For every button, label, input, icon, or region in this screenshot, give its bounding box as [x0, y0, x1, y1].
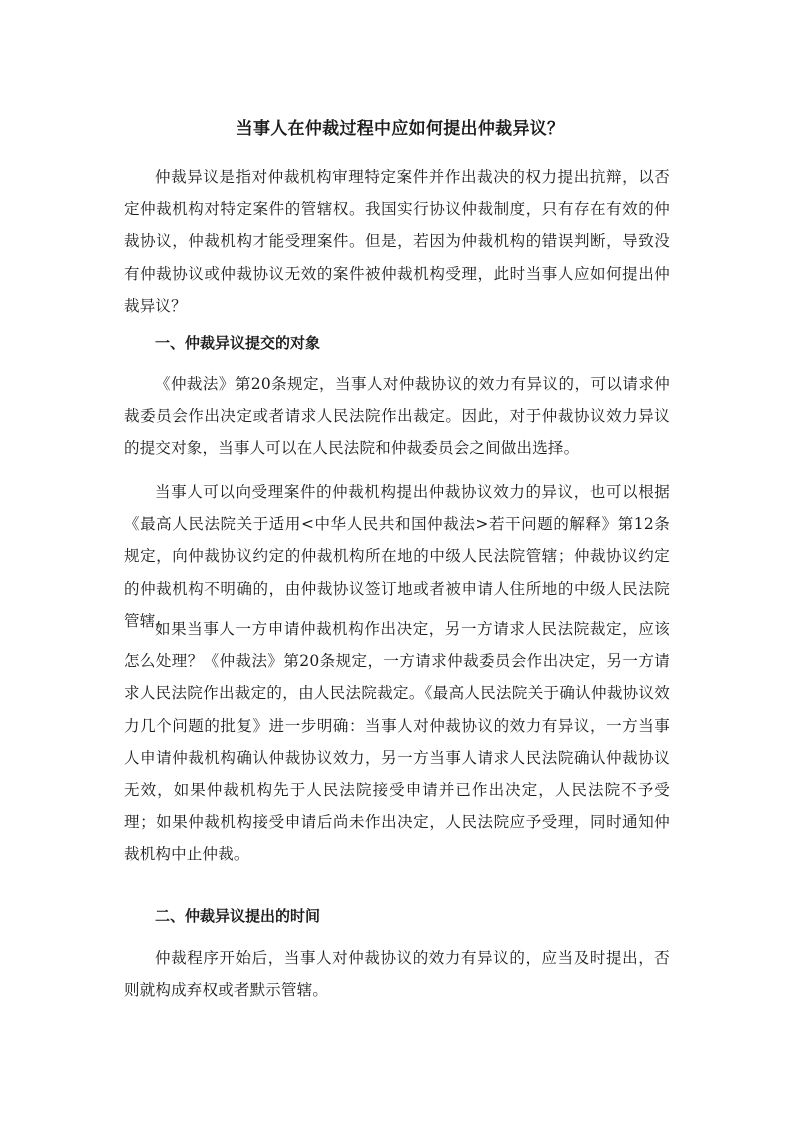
section1-heading: 一、仲裁异议提交的对象	[155, 334, 321, 352]
section1-paragraph-2: 当事人可以向受理案件的仲裁机构提出仲裁协议效力的异议，也可以根据《最高人民法院关于适用<中华人民共和国仲裁法>若干问题的解释》第12条规定，向仲裁协议约定的仲裁机构所在地的中级人民法院管辖；仲裁协议约定的仲裁机构不明确的，由仲裁协议签订地或者被申请人住所地的中级人民法院管辖。	[124, 483, 670, 630]
section2-paragraph-1: 仲裁程序开始后，当事人对仲裁协议的效力有异议的，应当及时提出，否则就构成弃权或者默示管辖。	[124, 949, 670, 1000]
section2-heading: 二、仲裁异议提出的时间	[155, 907, 321, 925]
intro-paragraph: 仲裁异议是指对仲裁机构审理特定案件并作出裁决的权力提出抗辩，以否定仲裁机构对特定案件的管辖权。我国实行协议仲裁制度，只有存在有效的仲裁协议，仲裁机构才能受理案件。但是，若因为仲裁机构的错误判断，导致没有仲裁协议或仲裁协议无效的案件被仲裁机构受理，此时当事人应如何提出仲裁异议？	[124, 168, 670, 315]
section1-paragraph-3: 如果当事人一方申请仲裁机构作出决定，另一方请求人民法院裁定，应该怎么处理？《仲裁法》第20条规定，一方请求仲裁委员会作出决定，另一方请求人民法院作出裁定的，由人民法院裁定。《最高人民法院关于确认仲裁协议效力几个问题的批复》进一步明确：当事人对仲裁协议的效力有异议，一方当事人申请仲裁机构确认仲裁协议效力，另一方当事人请求人民法院确认仲裁协议无效，如果仲裁机构先于人民法院接受申请并已作出决定，人民法院不予受理；如果仲裁机构接受申请后尚未作出决定，人民法院应予受理，同时通知仲裁机构中止仲裁。	[124, 620, 670, 864]
document-title: 当事人在仲裁过程中应如何提出仲裁异议？	[235, 119, 565, 139]
section1-paragraph-1: 《仲裁法》第20条规定，当事人对仲裁协议的效力有异议的，可以请求仲裁委员会作出决定或者请求人民法院作出裁定。因此，对于仲裁协议效力异议的提交对象，当事人可以在人民法院和仲裁委员会之间做出选择。	[124, 375, 670, 458]
